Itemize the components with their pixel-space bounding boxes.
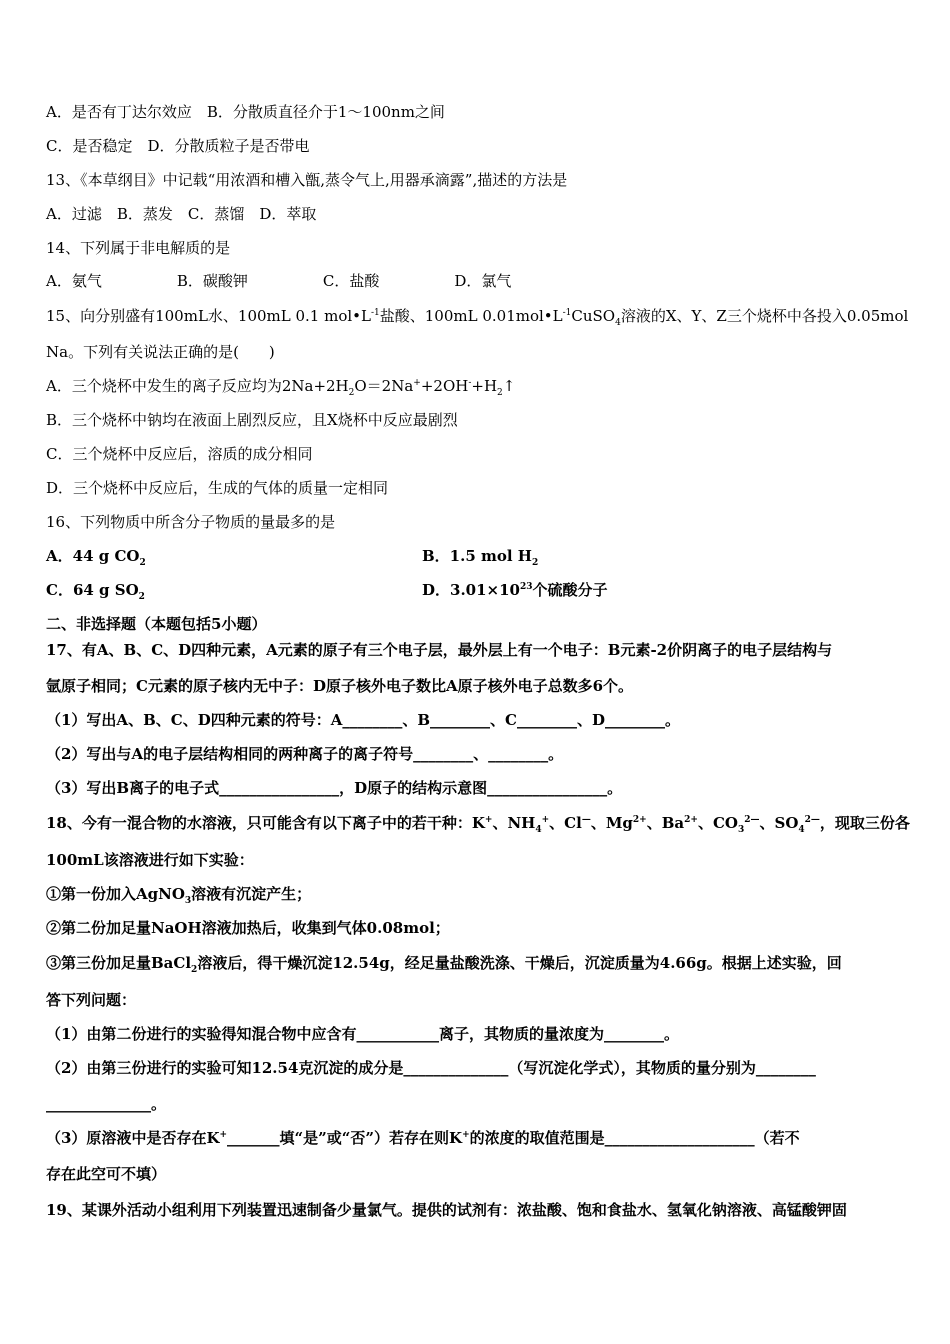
q15-stem-line-2: Na。下列有关说法正确的是( ) (46, 343, 275, 361)
q18-stem-line-1: 18、今有一混合物的水溶液，只可能含有以下离子中的若干种：K+、$NH_4^+$、Cl—、$Mg^{2+}$、$Ba^{2+}$、$CO_3^{2—}$、$SO_4^{2—}$，现取三份各 (46, 814, 910, 835)
q18-part-3-continued: 存在此空可不填） (46, 1165, 167, 1183)
q16-options-row-2: C．64 g $SO_2$ D．$3.01\times 10^{23}$个硫酸分子 (46, 581, 608, 602)
q18-stem-line-2: 100mL该溶液进行如下实验： (46, 851, 254, 869)
q15-stem-line-1: 15、向分别盛有100mL水、100mL 0.1 $mol•L^{-1}$盐酸、100mL $0.01mol•L^{-1}CuSO_4$溶液的X、Y、Z三个烧杯中各投入0.05mol (46, 307, 909, 328)
q18-prompt: 答下列问题： (46, 991, 137, 1009)
q13-options: A．过滤 B．蒸发 C．蒸馏 D．萃取 (46, 205, 317, 223)
q13-stem: 13、《本草纲目》中记载“用浓酒和槽入甑,蒸令气上,用器承滴露”,描述的方法是 (46, 171, 568, 189)
q18-experiment-2: ②第二份加足量NaOH溶液加热后，收集到气体0.08mol； (46, 919, 450, 937)
q12-option-line-2: C．是否稳定 D．分散质粒子是否带电 (46, 137, 310, 155)
q17-part-2: （2）写出与A的电子层结构相同的两种离子的离子符号________、________。 (46, 745, 564, 763)
q16-options-row-1: A．44 g $CO_2$ B．1.5 mol $H_2$ (46, 547, 539, 568)
q15-option-b: B．三个烧杯中钠均在液面上剧烈反应，且X烧杯中反应最剧烈 (46, 411, 458, 429)
q14-stem: 14、下列属于非电解质的是 (46, 239, 231, 257)
q17-part-3: （3）写出B离子的电子式________________，D原子的结构示意图________________。 (46, 779, 623, 797)
q12-option-line-1: A．是否有丁达尔效应 B．分散质直径介于1～100nm之间 (46, 103, 445, 121)
q15-option-d: D．三个烧杯中反应后，生成的气体的质量一定相同 (46, 479, 389, 497)
q16-stem: 16、下列物质中所含分子物质的量最多的是 (46, 513, 336, 531)
q17-stem-line-1: 17、有A、B、C、D四种元素，A元素的原子有三个电子层，最外层上有一个电子：B元素-2价阴离子的电子层结构与 (46, 641, 833, 659)
q17-part-1: （1）写出A、B、C、D四种元素的符号：A________、B________、C________、D________。 (46, 711, 680, 729)
q18-experiment-3: ③第三份加足量BaCl$_2$溶液后，得干燥沉淀12.54g，经足量盐酸洗涤、干燥后，沉淀质量为4.66g。根据上述实验，回 (46, 954, 842, 975)
q15-option-a: A．三个烧杯中发生的离子反应均为$2Na+2H_2O=2Na^++2OH^-+H_2↑$ (46, 377, 516, 398)
section-heading: 二、非选择题（本题包括5小题） (46, 615, 267, 633)
q18-part-1: （1）由第二份进行的实验得知混合物中应含有___________离子，其物质的量浓度为________。 (46, 1025, 679, 1043)
q14-options: A．氨气 B．碳酸钾 C．盐酸 D．氯气 (46, 272, 512, 290)
q18-experiment-1: ①第一份加入AgNO$_3$溶液有沉淀产生； (46, 885, 312, 906)
q18-part-3: （3）原溶液中是否存在K+_______填“是”或“否”）若存在则K+的浓度的取值范围是____________________（若不 (46, 1129, 800, 1147)
q18-part-2-continued: ______________。 (46, 1095, 167, 1113)
q17-stem-line-2: 氩原子相同；C元素的原子核内无中子：D原子核外电子数比A原子核外电子总数多6个。 (46, 677, 634, 695)
q18-part-2: （2）由第三份进行的实验可知12.54克沉淀的成分是______________（写沉淀化学式），其物质的量分别为________ (46, 1059, 816, 1077)
q15-option-c: C．三个烧杯中反应后，溶质的成分相同 (46, 445, 313, 463)
q19-stem: 19、某课外活动小组利用下列装置迅速制备少量氯气。提供的试剂有：浓盐酸、饱和食盐水、氢氧化钠溶液、高锰酸钾固 (46, 1201, 847, 1219)
